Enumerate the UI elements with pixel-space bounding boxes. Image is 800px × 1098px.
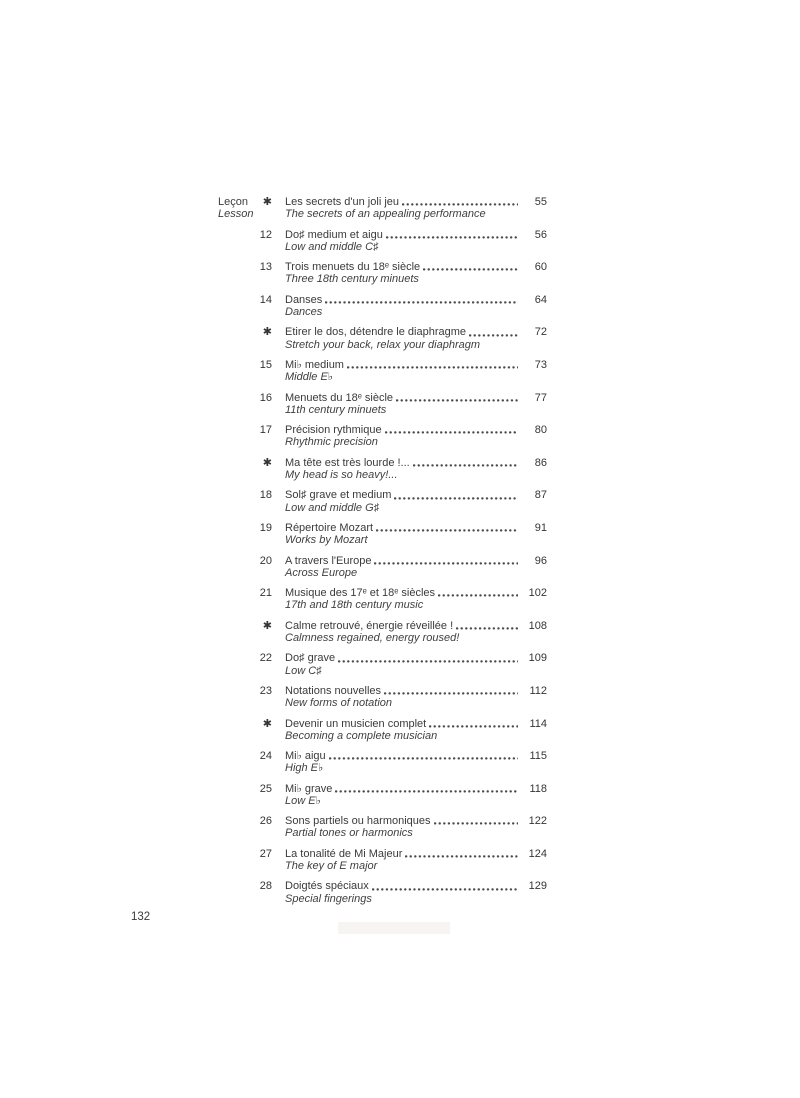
entry-body: [285, 489, 547, 513]
toc-entry: [218, 326, 547, 350]
entry-title-en: The secrets of an appealing performance: [285, 208, 486, 221]
entry-body: [285, 652, 547, 676]
entry-body: [285, 555, 547, 579]
entry-marker: ✱: [262, 619, 272, 632]
entry-title-fr: Les secrets d'un joli jeu: [285, 196, 399, 208]
entry-french-line: [285, 815, 547, 827]
entry-french-line: [285, 522, 547, 534]
dot-leader: [453, 620, 521, 632]
scan-artifact: [338, 922, 450, 934]
page-number: 132: [131, 911, 151, 923]
entry-title-en: My head is so heavy!...: [285, 468, 398, 481]
entry-page-number: 55: [534, 196, 547, 208]
toc-entry: [218, 489, 547, 513]
dot-leader: [326, 750, 521, 762]
entry-marker: 16: [259, 391, 272, 404]
entry-french-line: [285, 555, 547, 567]
lesson-header-fr: Leçon: [218, 196, 248, 208]
entry-body: [285, 359, 547, 383]
dot-leader: [381, 685, 521, 697]
toc-entry: [218, 587, 547, 611]
entry-body: [285, 392, 547, 416]
entry-title-en: Low and middle G♯: [285, 501, 380, 514]
entry-title-fr: Danses: [285, 293, 323, 306]
entry-marker: 18: [259, 489, 272, 502]
entry-title-en: Calmness regained, energy roused!: [285, 631, 460, 644]
entry-title-fr: Do♯ medium et aigu: [285, 228, 383, 241]
toc-entry: [218, 652, 547, 676]
toc-entry: [218, 392, 547, 416]
entry-page-number: 102: [528, 587, 547, 600]
entry-title-en: High E♭: [285, 762, 324, 775]
entry-page-number: 56: [534, 228, 547, 241]
entry-title-en: Stretch your back, relax your diaphragm: [285, 338, 481, 351]
entry-body: [285, 587, 547, 611]
entry-french-line: [285, 718, 547, 730]
entry-page-number: 80: [534, 424, 547, 437]
entry-body: [285, 294, 547, 318]
entry-french-line: [285, 457, 547, 469]
entry-body: [285, 718, 547, 742]
entry-title-en: Rhythmic precision: [285, 436, 378, 449]
toc-entry: [218, 750, 547, 774]
entry-french-line: [285, 326, 547, 338]
entry-marker: 27: [259, 847, 272, 860]
entry-french-line: [285, 196, 547, 208]
entry-title-en: The key of E major: [285, 860, 378, 873]
entry-marker: 22: [259, 652, 272, 665]
entry-marker: 26: [259, 815, 272, 828]
entry-body: [285, 815, 547, 839]
entry-french-line: [285, 620, 547, 632]
entry-title-en: Middle E♭: [285, 371, 333, 384]
toc-entry: [218, 229, 547, 253]
dot-leader: [435, 587, 521, 599]
entry-marker: ✱: [262, 326, 272, 339]
entry-title-fr: Menuets du 18ᵉ siècle: [285, 391, 394, 404]
entry-body: [285, 261, 547, 285]
entry-title-fr: Do♯ grave: [285, 652, 336, 665]
entry-title-en: 17th and 18th century music: [285, 599, 424, 612]
dot-leader: [383, 229, 521, 241]
entry-title-en: Low C♯: [285, 664, 322, 677]
entry-french-line: [285, 848, 547, 860]
entry-page-number: 86: [534, 456, 547, 469]
entry-title-fr: Etirer le dos, détendre le diaphragme: [285, 326, 466, 339]
dot-leader: [332, 783, 521, 795]
entry-title-fr: Précision rythmique: [285, 424, 382, 437]
entry-title-en: Works by Mozart: [285, 534, 368, 547]
toc-entry: [218, 783, 547, 807]
entry-french-line: [285, 783, 547, 795]
entry-body: [285, 326, 547, 350]
entry-body: [285, 522, 547, 546]
entry-title-fr: Musique des 17ᵉ et 18ᵉ siècles: [285, 587, 436, 600]
entry-title-fr: La tonalité de Mi Majeur: [285, 847, 403, 860]
dot-leader: [410, 457, 521, 469]
entry-body: [285, 196, 547, 220]
entry-french-line: [285, 229, 547, 241]
entry-title-en: Becoming a complete musician: [285, 729, 438, 742]
entry-page-number: 109: [528, 652, 547, 665]
dot-leader: [382, 424, 521, 436]
dot-leader: [344, 359, 521, 371]
entry-marker: 17: [259, 424, 272, 437]
dot-leader: [402, 848, 521, 860]
entry-body: [285, 229, 547, 253]
entry-marker: 24: [259, 750, 272, 763]
entry-page-number: 112: [529, 684, 547, 697]
entry-marker: 28: [259, 880, 272, 893]
dot-leader: [420, 261, 521, 273]
entry-page-number: 64: [534, 293, 547, 306]
entry-title-fr: Calme retrouvé, énergie réveillée !: [285, 619, 454, 632]
entry-french-line: [285, 261, 547, 273]
entry-title-fr: Mi♭ aigu: [285, 750, 326, 763]
entry-title-en: Special fingerings: [285, 892, 372, 905]
entry-title-en: Partial tones or harmonics: [285, 827, 413, 840]
entry-marker: 14: [259, 293, 272, 306]
entry-marker: ✱: [262, 456, 272, 469]
entry-page-number: 77: [534, 391, 547, 404]
entry-page-number: 96: [534, 554, 547, 567]
toc-entry: [218, 359, 547, 383]
toc-entry: [218, 815, 547, 839]
entry-title-en: Low and middle C♯: [285, 240, 379, 253]
entry-page-number: 108: [528, 619, 547, 632]
toc-entry: [218, 196, 547, 220]
entry-french-line: [285, 489, 547, 501]
toc-entry: [218, 424, 547, 448]
entry-title-fr: Répertoire Mozart: [285, 521, 374, 534]
entry-marker: 13: [259, 261, 272, 274]
dot-leader: [322, 294, 521, 306]
dot-leader: [373, 522, 521, 534]
toc-entry: [218, 718, 547, 742]
dot-leader: [393, 392, 521, 404]
entry-title-en: Across Europe: [285, 566, 358, 579]
entry-french-line: [285, 880, 547, 892]
dot-leader: [426, 718, 521, 730]
dot-leader: [391, 489, 521, 501]
entry-body: [285, 457, 547, 481]
toc-entry: [218, 848, 547, 872]
entry-title-fr: Sol♯ grave et medium: [285, 489, 392, 502]
dot-leader: [466, 326, 521, 338]
entry-french-line: [285, 294, 547, 306]
entry-page-number: 72: [534, 326, 547, 339]
entry-title-en: Low E♭: [285, 794, 321, 807]
entry-body: [285, 880, 547, 904]
toc-entry: [218, 457, 547, 481]
entry-french-line: [285, 424, 547, 436]
entry-page-number: 60: [534, 261, 547, 274]
dot-leader: [369, 880, 521, 892]
entry-french-line: [285, 652, 547, 664]
toc-entry: [218, 522, 547, 546]
entry-marker: 19: [259, 521, 272, 534]
dot-leader: [371, 555, 521, 567]
entry-french-line: [285, 359, 547, 371]
entry-body: [285, 848, 547, 872]
entry-french-line: [285, 587, 547, 599]
entry-title-fr: A travers l'Europe: [285, 554, 372, 567]
entry-page-number: 115: [529, 750, 547, 763]
toc-entry: [218, 555, 547, 579]
entry-french-line: [285, 750, 547, 762]
entry-page-number: 91: [534, 521, 547, 534]
entry-marker: 20: [259, 554, 272, 567]
entry-page-number: 114: [529, 717, 547, 730]
entry-marker: 15: [259, 358, 272, 371]
entry-page-number: 122: [528, 815, 547, 828]
entry-french-line: [285, 392, 547, 404]
entry-title-fr: Notations nouvelles: [285, 684, 382, 697]
entry-title-fr: Doigtés spéciaux: [285, 880, 369, 893]
entry-page-number: 73: [534, 358, 547, 371]
toc-entry: [218, 685, 547, 709]
entry-page-number: 129: [528, 880, 547, 893]
entry-body: [285, 685, 547, 709]
entry-title-en: New forms of notation: [285, 697, 392, 710]
entry-title-fr: Mi♭ medium: [285, 358, 344, 371]
entry-title-fr: Sons partiels ou harmoniques: [285, 815, 431, 828]
lesson-header-en: Lesson: [218, 208, 254, 221]
dot-leader: [335, 652, 521, 664]
entry-title-en: 11th century minuets: [285, 403, 387, 416]
entry-title-fr: Devenir un musicien complet: [285, 717, 427, 730]
toc-entry: [218, 261, 547, 285]
entry-page-number: 87: [534, 489, 547, 502]
entry-title-fr: Ma tête est très lourde !...: [285, 456, 410, 469]
entry-page-number: 124: [528, 847, 547, 860]
entry-title-en: Three 18th century minuets: [285, 273, 419, 286]
entry-body: [285, 424, 547, 448]
entry-page-number: 118: [529, 782, 547, 795]
entry-title-en: Dances: [285, 305, 323, 318]
entry-body: [285, 750, 547, 774]
entry-marker: 12: [259, 228, 272, 241]
entry-french-line: [285, 685, 547, 697]
toc-entry: [218, 880, 547, 904]
dot-leader: [399, 196, 521, 208]
entry-body: [285, 620, 547, 644]
toc-entry: [218, 294, 547, 318]
entry-marker: 23: [259, 684, 272, 697]
toc-list: [218, 196, 547, 913]
entry-marker: 25: [259, 782, 272, 795]
entry-title-fr: Trois menuets du 18ᵉ siècle: [285, 261, 421, 274]
entry-body: [285, 783, 547, 807]
entry-marker: ✱: [262, 196, 272, 208]
toc-entry: [218, 620, 547, 644]
entry-title-fr: Mi♭ grave: [285, 782, 333, 795]
entry-marker: ✱: [262, 717, 272, 730]
entry-marker: 21: [259, 587, 272, 600]
dot-leader: [431, 815, 521, 827]
